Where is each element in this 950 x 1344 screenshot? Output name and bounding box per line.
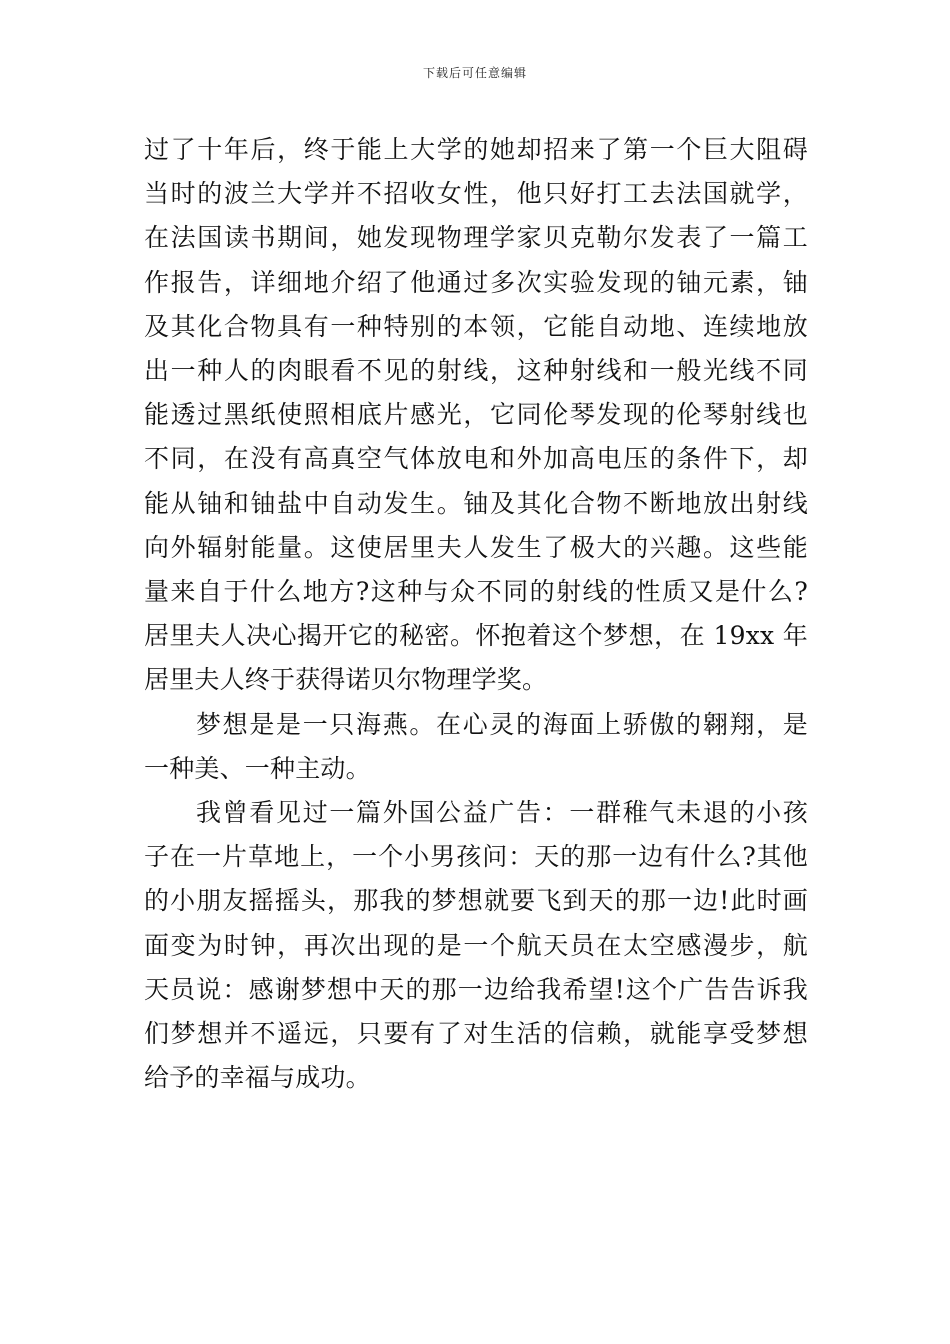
text-line: 及其化合物具有一种特别的本领，它能自动地、连续地放 (144, 311, 808, 341)
paragraph-2 (144, 703, 808, 791)
text-line: 梦想是是一只海燕。在心灵的海面上骄傲的翱翔，是 (196, 709, 808, 739)
text-line: 我曾看见过一篇外国公益广告：一群稚气未退的小孩 (196, 798, 808, 828)
text-line: 居里夫人决心揭开它的秘密。怀抱着这个梦想，在 19xx 年 (144, 621, 808, 651)
document-body (144, 128, 808, 1100)
text-line: 一种美、一种主动。 (144, 753, 371, 783)
text-line: 能从铀和铀盐中自动发生。铀及其化合物不断地放出射线 (144, 488, 808, 518)
text-line: 面变为时钟，再次出现的是一个航天员在太空感漫步，航 (144, 930, 808, 960)
text-line: 过了十年后，终于能上大学的她却招来了第一个巨大阻碍 (144, 135, 808, 164)
text-line: 在法国读书期间，她发现物理学家贝克勒尔发表了一篇工 (144, 223, 808, 253)
paragraph-1 (144, 128, 808, 703)
text-line: 作报告，详细地介绍了他通过多次实验发现的铀元素，铀 (144, 267, 808, 297)
text-line: 天员说：感谢梦想中天的那一边给我希望!这个广告告诉我 (144, 974, 808, 1004)
text-line: 居里夫人终于获得诺贝尔物理学奖。 (144, 665, 548, 695)
text-line: 们梦想并不遥远，只要有了对生活的信赖，就能享受梦想 (144, 1019, 808, 1049)
text-line: 给予的幸福与成功。 (144, 1063, 371, 1093)
paragraph-3 (144, 791, 808, 1100)
text-line: 子在一片草地上，一个小男孩问：天的那一边有什么?其他 (144, 842, 808, 872)
text-line: 出一种人的肉眼看不见的射线，这种射线和一般光线不同 (144, 356, 808, 386)
text-line: 量来自于什么地方?这种与众不同的射线的性质又是什么? (144, 577, 808, 607)
text-line: 能透过黑纸使照相底片感光，它同伦琴发现的伦琴射线也 (144, 400, 808, 430)
text-line: 当时的波兰大学并不招收女性，他只好打工去法国就学， (144, 179, 808, 209)
page-header: 下载后可任意编辑 (422, 66, 527, 80)
text-line: 的小朋友摇摇头，那我的梦想就要飞到天的那一边!此时画 (144, 886, 808, 916)
text-line: 向外辐射能量。这使居里夫人发生了极大的兴趣。这些能 (144, 532, 808, 562)
text-line: 不同，在没有高真空气体放电和外加高电压的条件下，却 (144, 444, 808, 474)
